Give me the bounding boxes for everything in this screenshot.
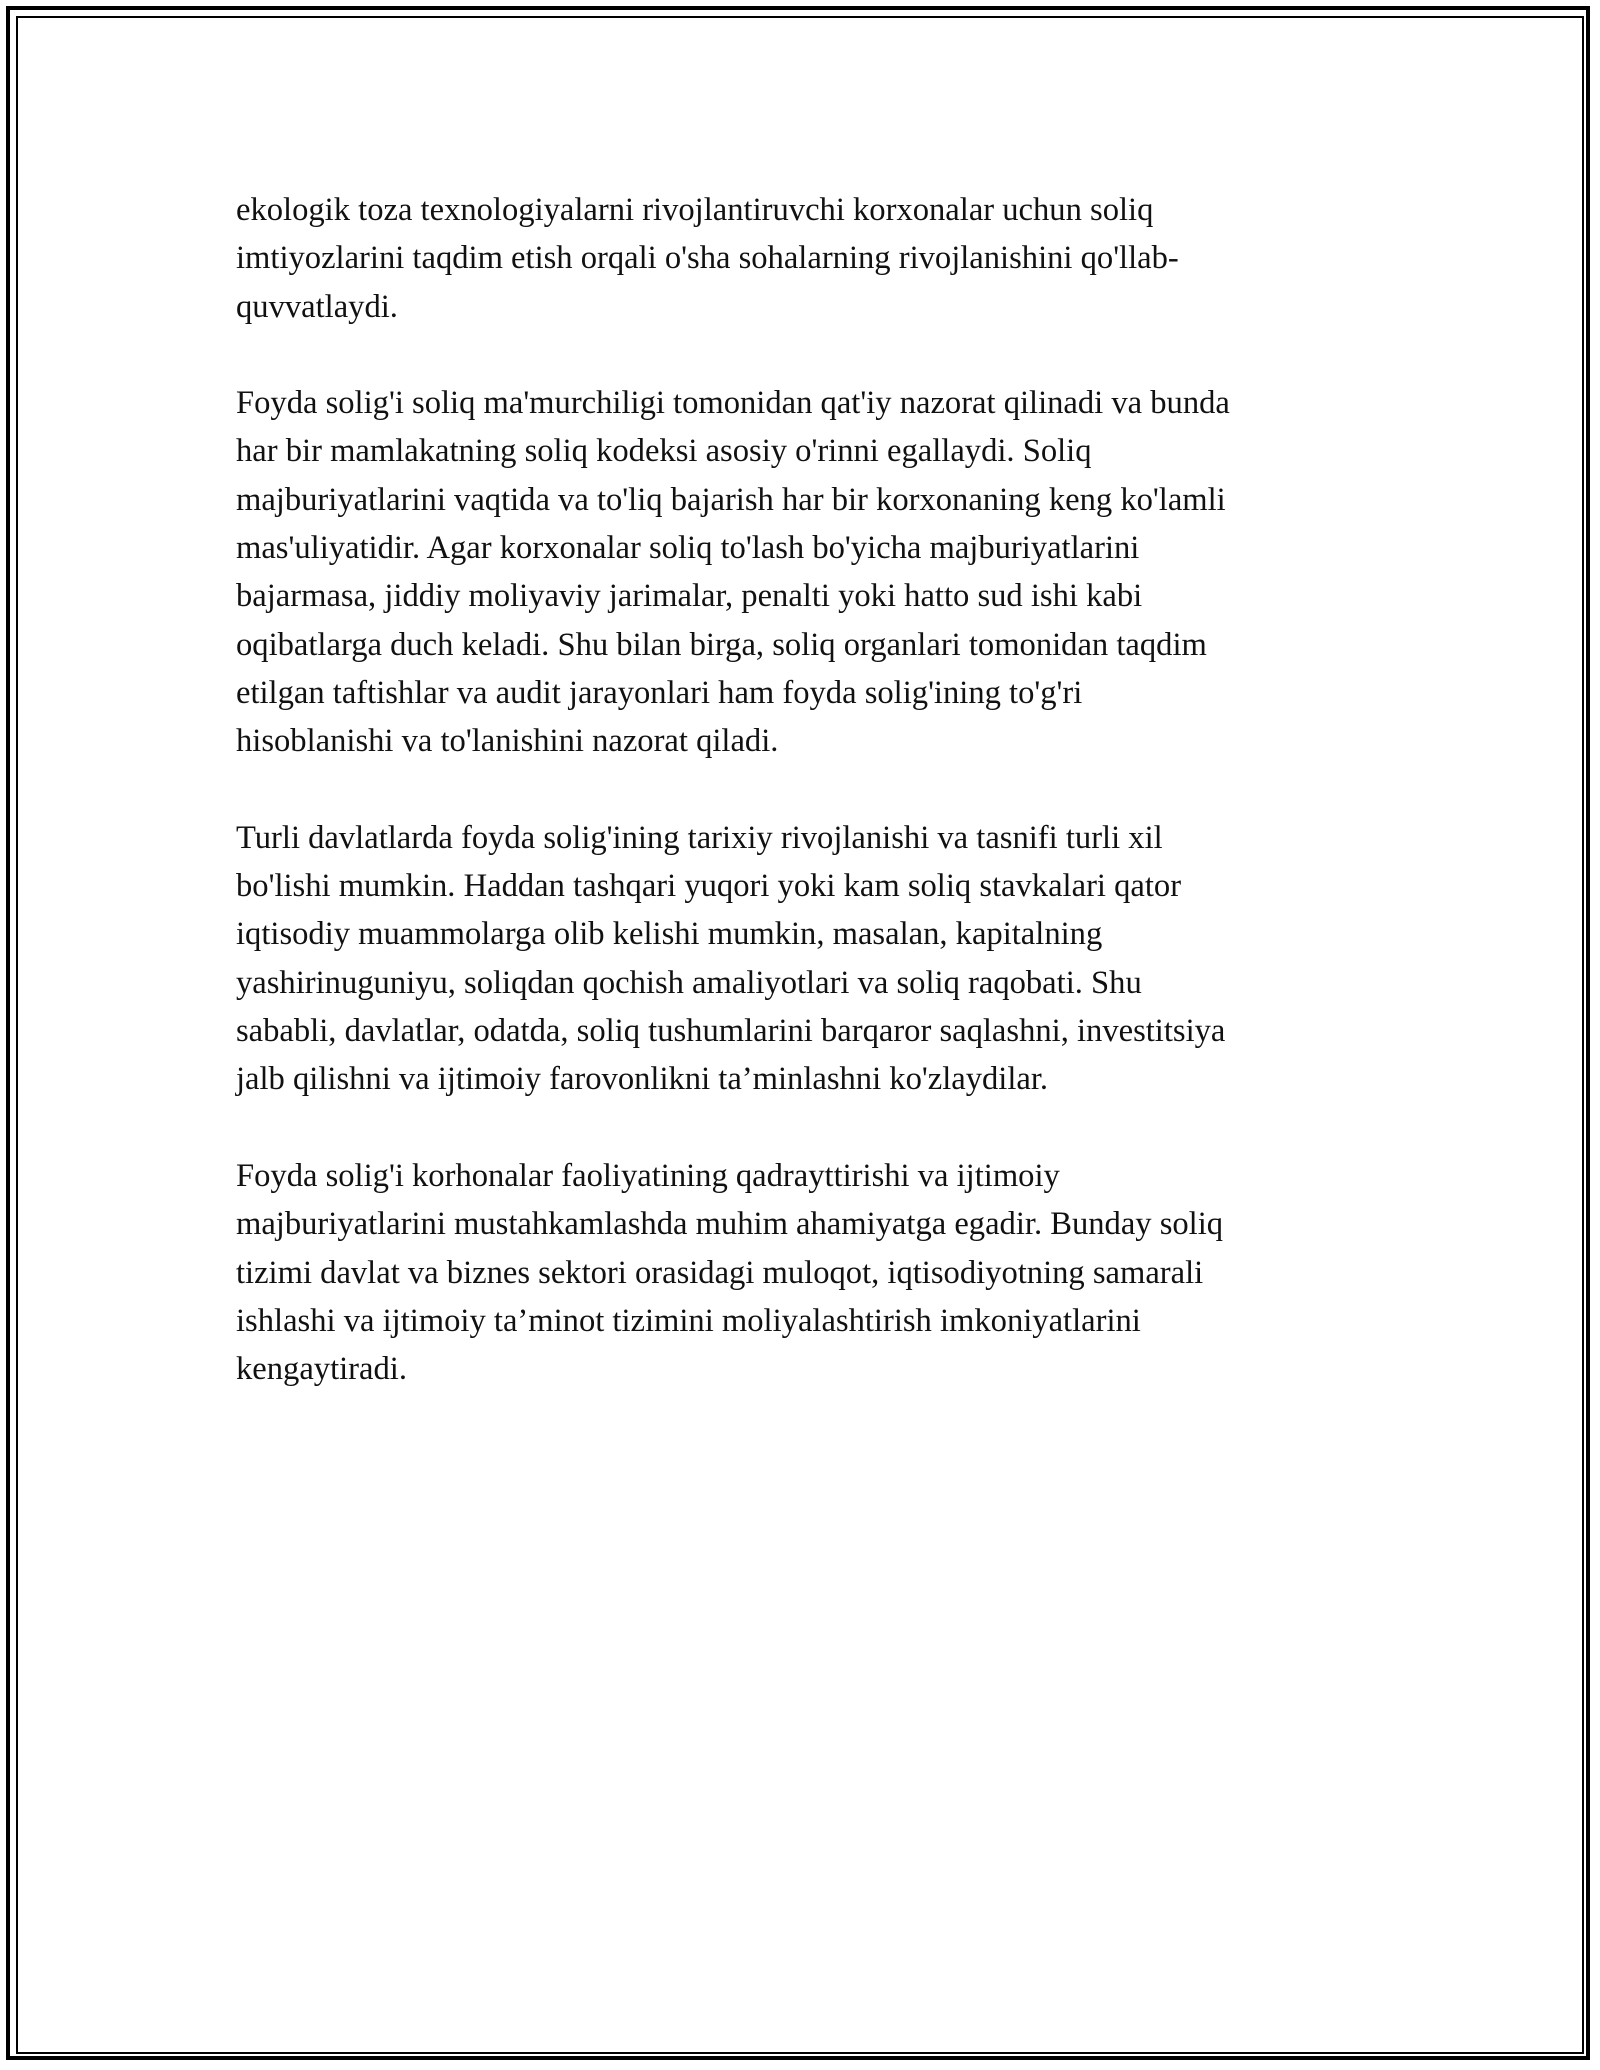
text-line: majburiyatlarini mustahkamlashda muhim ahamiyatga egadir. Bunday soliq [236, 1206, 1224, 1243]
text-line: Turli davlatlarda foyda solig'ining tarixiy rivojlanishi va tasnifi turli xil [236, 819, 1163, 856]
document-body [236, 186, 1366, 1442]
text-line: Foyda solig'i korhonalar faoliyatining qadrayttirishi va ijtimoiy [236, 1157, 1060, 1194]
text-line: har bir mamlakatning soliq kodeksi asosiy o'rinni egallaydi. Soliq [236, 433, 1092, 470]
text-line: kengaytiradi. [236, 1351, 407, 1388]
paragraph-3 [236, 814, 1366, 1104]
text-line: majburiyatlarini vaqtida va to'liq bajarish har bir korxonaning keng ko'lamli [236, 481, 1226, 518]
text-line: imtiyozlarini taqdim etish orqali o'sha sohalarning rivojlanishini qo'llab- [236, 240, 1179, 277]
text-line: Foyda solig'i soliq ma'murchiligi tomonidan qat'iy nazorat qilinadi va bunda [236, 385, 1230, 422]
text-line: etilgan taftishlar va audit jarayonlari ham foyda solig'ining to'g'ri [236, 674, 1083, 711]
text-line: iqtisodiy muammolarga olib kelishi mumkin, masalan, kapitalning [236, 916, 1103, 953]
text-line: jalb qilishni va ijtimoiy farovonlikni ta’minlashni ko'zlaydilar. [236, 1061, 1049, 1098]
text-line: hisoblanishi va to'lanishini nazorat qiladi. [236, 723, 779, 760]
text-line: bajarmasa, jiddiy moliyaviy jarimalar, penalti yoki hatto sud ishi kabi [236, 578, 1143, 615]
text-line: quvvatlaydi. [236, 288, 398, 325]
paragraph-2 [236, 379, 1366, 765]
paragraph-1 [236, 186, 1366, 331]
text-line: sababli, davlatlar, odatda, soliq tushumlarini barqaror saqlashni, investitsiya [236, 1013, 1226, 1050]
paragraph-4 [236, 1152, 1366, 1393]
text-line: ishlashi va ijtimoiy ta’minot tizimini moliyalashtirish imkoniyatlarini [236, 1302, 1141, 1339]
text-line: ekologik toza texnologiyalarni rivojlantiruvchi korxonalar uchun soliq [236, 192, 1154, 228]
text-line: tizimi davlat va biznes sektori orasidagi muloqot, iqtisodiyotning samarali [236, 1254, 1204, 1291]
text-line: yashirinuguniyu, soliqdan qochish amaliyotlari va soliq raqobati. Shu [236, 964, 1142, 1001]
text-line: bo'lishi mumkin. Haddan tashqari yuqori yoki kam soliq stavkalari qator [236, 868, 1182, 905]
text-line: mas'uliyatidir. Agar korxonalar soliq to'lash bo'yicha majburiyatlarini [236, 530, 1140, 567]
text-line: oqibatlarga duch keladi. Shu bilan birga, soliq organlari tomonidan taqdim [236, 626, 1207, 663]
